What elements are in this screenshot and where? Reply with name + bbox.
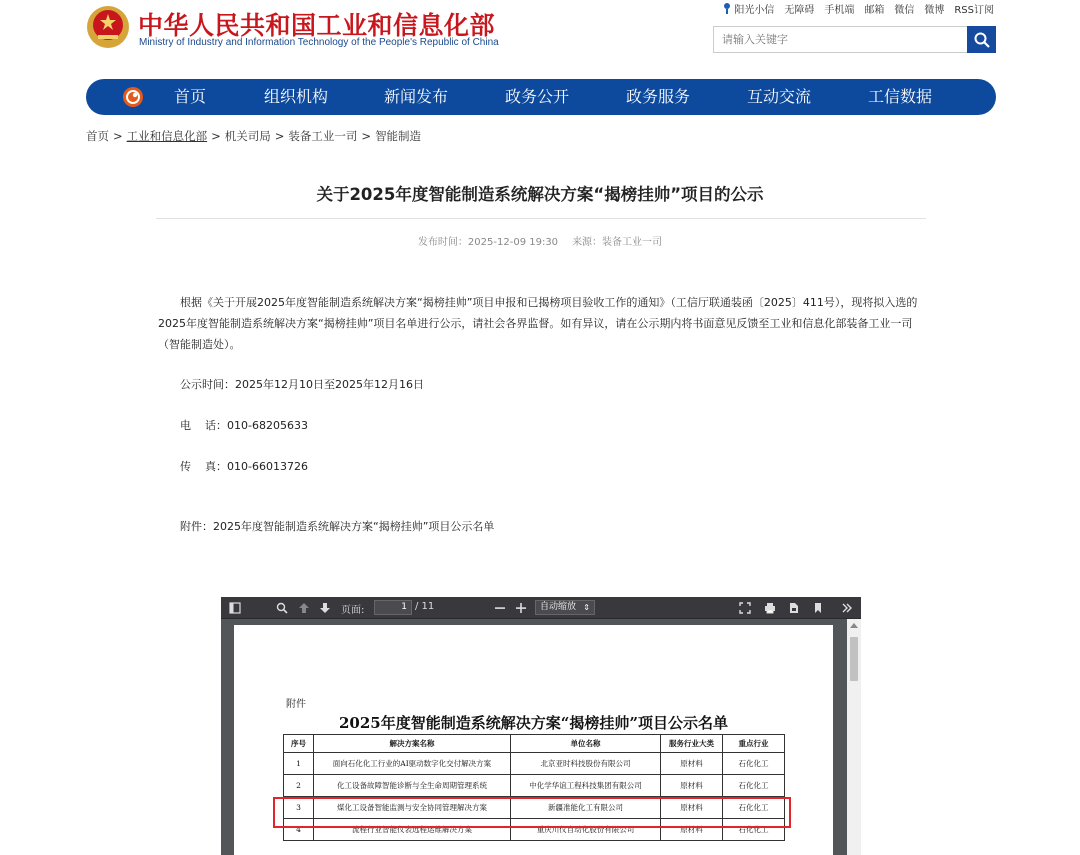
top-link-label: 阳光小信	[734, 5, 775, 16]
nav-logo-icon	[122, 86, 144, 108]
search-button[interactable]	[967, 26, 996, 53]
nav-item-data[interactable]: 工信数据	[868, 87, 933, 106]
zoom-in-icon[interactable]	[515, 602, 527, 614]
top-link-weibo[interactable]: 微博	[924, 5, 945, 16]
breadcrumb	[86, 128, 421, 144]
sunshine-icon	[723, 3, 731, 14]
table-cell: 石化化工	[723, 797, 785, 819]
top-link-mail[interactable]: 邮箱	[864, 5, 885, 16]
breadcrumb-home[interactable]: 首页	[86, 129, 109, 143]
nav-item-services[interactable]: 政务服务	[626, 87, 691, 106]
table-cell: 重庆川仪自动化股份有限公司	[511, 819, 661, 841]
table-cell: 原材料	[661, 797, 723, 819]
site-title-cn: 中华人民共和国工业和信息化部	[138, 11, 496, 40]
table-cell: 石化化工	[723, 819, 785, 841]
top-link-accessibility[interactable]: 无障碍	[784, 5, 815, 16]
table-cell: 石化化工	[723, 753, 785, 775]
publicity-period: 公示时间：2025年12月10日至2025年12月16日	[180, 378, 424, 391]
highlight-box	[273, 797, 791, 828]
column-header: 重点行业	[723, 735, 785, 753]
attachment-label[interactable]: 附件：2025年度智能制造系统解决方案“揭榜挂帅”项目公示名单	[180, 520, 495, 533]
breadcrumb-separator: >	[274, 129, 285, 143]
column-header: 解决方案名称	[314, 735, 511, 753]
site-title-en: Ministry of Industry and Information Technology of the People's Republic of China	[139, 37, 499, 48]
search-input[interactable]	[714, 27, 968, 52]
article-title: 关于2025年度智能制造系统解决方案“揭榜挂帅”项目的公示	[316, 185, 764, 204]
breadcrumb-separator: >	[113, 129, 123, 143]
table-cell: 1	[284, 753, 314, 775]
top-link-mobile[interactable]: 手机端	[824, 5, 855, 16]
previous-page-icon[interactable]	[298, 602, 310, 614]
table-cell: 煤化工设备智能监测与安全协同管理解决方案	[314, 797, 511, 819]
nav-item-home[interactable]: 首页	[174, 87, 207, 106]
breadcrumb-departments[interactable]: 机关司局	[224, 129, 271, 143]
bookmark-icon[interactable]	[812, 602, 824, 614]
table-row	[284, 775, 785, 797]
table-header-row	[284, 735, 785, 753]
search-icon	[974, 32, 990, 48]
breadcrumb-miit[interactable]: 工业和信息化部	[126, 129, 208, 143]
breadcrumb-separator: >	[361, 129, 372, 143]
column-header: 序号	[284, 735, 314, 753]
next-page-icon[interactable]	[319, 602, 331, 614]
print-icon[interactable]	[764, 602, 776, 614]
download-icon[interactable]	[788, 602, 800, 614]
zoom-out-icon[interactable]	[494, 602, 506, 614]
pdf-toolbar	[221, 597, 861, 619]
zoom-select[interactable]	[535, 600, 595, 615]
table-cell: 4	[284, 819, 314, 841]
top-link-rss[interactable]: RSS订阅	[954, 5, 994, 16]
top-links	[723, 1, 994, 16]
table-cell: 原材料	[661, 775, 723, 797]
contact-fax: 传 真：010-66013726	[180, 460, 308, 473]
zoom-value: 自动缩放	[540, 602, 577, 612]
table-cell: 新疆准能化工有限公司	[511, 797, 661, 819]
table-cell: 3	[284, 797, 314, 819]
article-paragraph: 根据《关于开展2025年度智能制造系统解决方案“揭榜挂帅”项目申报和已揭榜项目验收工作的通知》（工信厅联通装函〔2025〕411号），现将拟入选的2025年度智能制造系统解决方案“揭榜挂帅”项目名单进行公示，请社会各界监督。如有异议，请在公示期内将书面意见反馈至工业和信息化部装备工业一司（智能制造处）。	[158, 296, 918, 351]
doc-attachment-label: 附件	[286, 699, 306, 710]
main-nav	[86, 79, 996, 115]
table-cell: 石化化工	[723, 775, 785, 797]
contact-phone: 电 话：010-68205633	[180, 419, 308, 432]
top-link-wechat[interactable]: 微信	[894, 5, 915, 16]
page-number-input[interactable]: 1	[374, 600, 412, 615]
table-row	[284, 753, 785, 775]
site-emblem[interactable]	[86, 5, 130, 49]
table-cell: 2	[284, 775, 314, 797]
table-cell: 面向石化化工行业的AI驱动数字化交付解决方案	[314, 753, 511, 775]
nav-item-interaction[interactable]: 互动交流	[747, 87, 812, 106]
page-label: 页面:	[341, 605, 365, 616]
top-link-sunshine[interactable]	[723, 1, 774, 16]
table-cell: 北京亚时科技股份有限公司	[511, 753, 661, 775]
column-header: 单位名称	[511, 735, 661, 753]
article-source: 来源：装备工业一司	[572, 237, 663, 248]
table-cell: 化工设备故障智能诊断与全生命周期管理系统	[314, 775, 511, 797]
breadcrumb-equipment-dept[interactable]: 装备工业一司	[288, 129, 358, 143]
publish-time: 发布时间：2025-12-09 19:30	[417, 237, 559, 248]
pdf-scrollbar[interactable]	[847, 619, 861, 855]
table-cell: 中化学华谊工程科技集团有限公司	[511, 775, 661, 797]
table-cell: 流程行业智能仪表远程运维解决方案	[314, 819, 511, 841]
page-total: / 11	[415, 601, 435, 612]
nav-item-organization[interactable]: 组织机构	[264, 87, 329, 106]
nav-item-news[interactable]: 新闻发布	[384, 87, 449, 106]
doc-title: 2025年度智能制造系统解决方案“揭榜挂帅”项目公示名单	[338, 714, 728, 732]
find-icon[interactable]	[276, 602, 288, 614]
table-cell: 原材料	[661, 753, 723, 775]
scroll-up-icon[interactable]	[850, 623, 858, 628]
nav-item-public-affairs[interactable]: 政务公开	[505, 87, 570, 106]
title-divider	[156, 218, 926, 219]
search-box	[713, 26, 996, 53]
breadcrumb-separator: >	[211, 129, 221, 143]
table-cell: 原材料	[661, 819, 723, 841]
article-meta	[0, 233, 1080, 248]
chevron-down-icon: ⇕	[583, 603, 590, 612]
more-tools-icon[interactable]	[841, 602, 853, 614]
column-header: 服务行业大类	[661, 735, 723, 753]
scrollbar-thumb[interactable]	[850, 637, 858, 681]
sidebar-toggle-icon[interactable]	[229, 602, 241, 614]
breadcrumb-smart-manufacturing[interactable]: 智能制造	[375, 129, 422, 143]
presentation-mode-icon[interactable]	[739, 602, 751, 614]
